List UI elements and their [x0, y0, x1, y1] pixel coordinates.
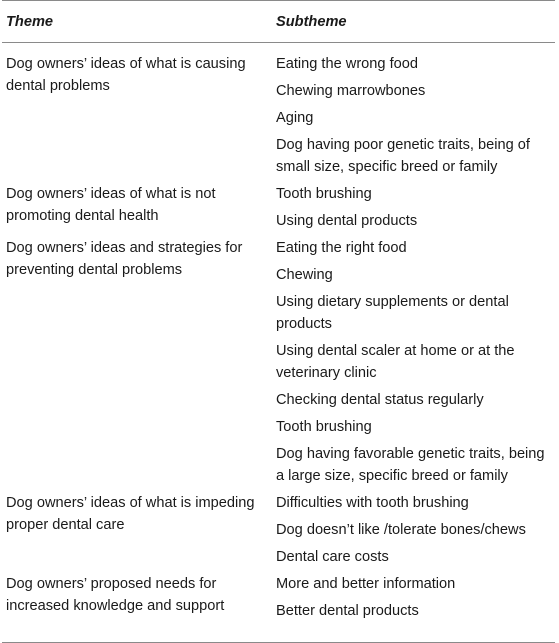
table-row	[2, 180, 555, 234]
subtheme-cell	[268, 234, 555, 489]
subtheme-item: Tooth brushing	[276, 419, 372, 435]
subtheme-cell	[268, 570, 555, 643]
table-row	[2, 234, 555, 489]
subtheme-item: Using dental products	[276, 213, 418, 229]
theme-cell: Dog owners’ ideas of what is not promoting dental health	[6, 186, 216, 224]
theme-cell: Dog owners’ ideas of what is impeding proper dental care	[6, 495, 255, 533]
subtheme-item: Using dental scaler at home or at the veterinary clinic	[276, 343, 515, 381]
subtheme-cell	[268, 489, 555, 570]
table-body	[2, 43, 555, 643]
subtheme-cell	[268, 43, 555, 181]
table-row	[2, 570, 555, 643]
themes-table	[2, 0, 555, 643]
subtheme-item: More and better information	[276, 576, 456, 592]
subtheme-item: Chewing marrowbones	[276, 83, 426, 99]
subtheme-cell	[268, 180, 555, 234]
header-row	[2, 1, 555, 43]
subtheme-item: Dental care costs	[276, 549, 389, 565]
subtheme-item: Eating the right food	[276, 240, 407, 256]
subtheme-item: Tooth brushing	[276, 186, 372, 202]
subtheme-item: Dog having poor genetic traits, being of small size, specific breed or family	[276, 137, 530, 175]
subtheme-item: Dog doesn’t like /tolerate bones/chews	[276, 522, 526, 538]
subtheme-item: Difficulties with tooth brushing	[276, 495, 469, 511]
table-header	[2, 1, 555, 43]
subtheme-item: Eating the wrong food	[276, 56, 418, 72]
subtheme-item: Chewing	[276, 267, 333, 283]
theme-cell: Dog owners’ ideas of what is causing dental problems	[6, 56, 246, 94]
theme-column-header: Theme	[2, 1, 268, 43]
subtheme-item: Aging	[276, 110, 314, 126]
theme-cell: Dog owners’ ideas and strategies for preventing dental problems	[6, 240, 243, 278]
subtheme-item: Using dietary supplements or dental products	[276, 294, 509, 332]
theme-cell: Dog owners’ proposed needs for increased knowledge and support	[2, 570, 268, 643]
subtheme-item: Checking dental status regularly	[276, 392, 484, 408]
table-row	[2, 43, 555, 181]
table-row	[2, 489, 555, 570]
subtheme-item: Dog having favorable genetic traits, being a large size, specific breed or family	[276, 446, 545, 484]
subtheme-item: Better dental products	[276, 603, 419, 619]
subtheme-column-header: Subtheme	[268, 1, 555, 43]
